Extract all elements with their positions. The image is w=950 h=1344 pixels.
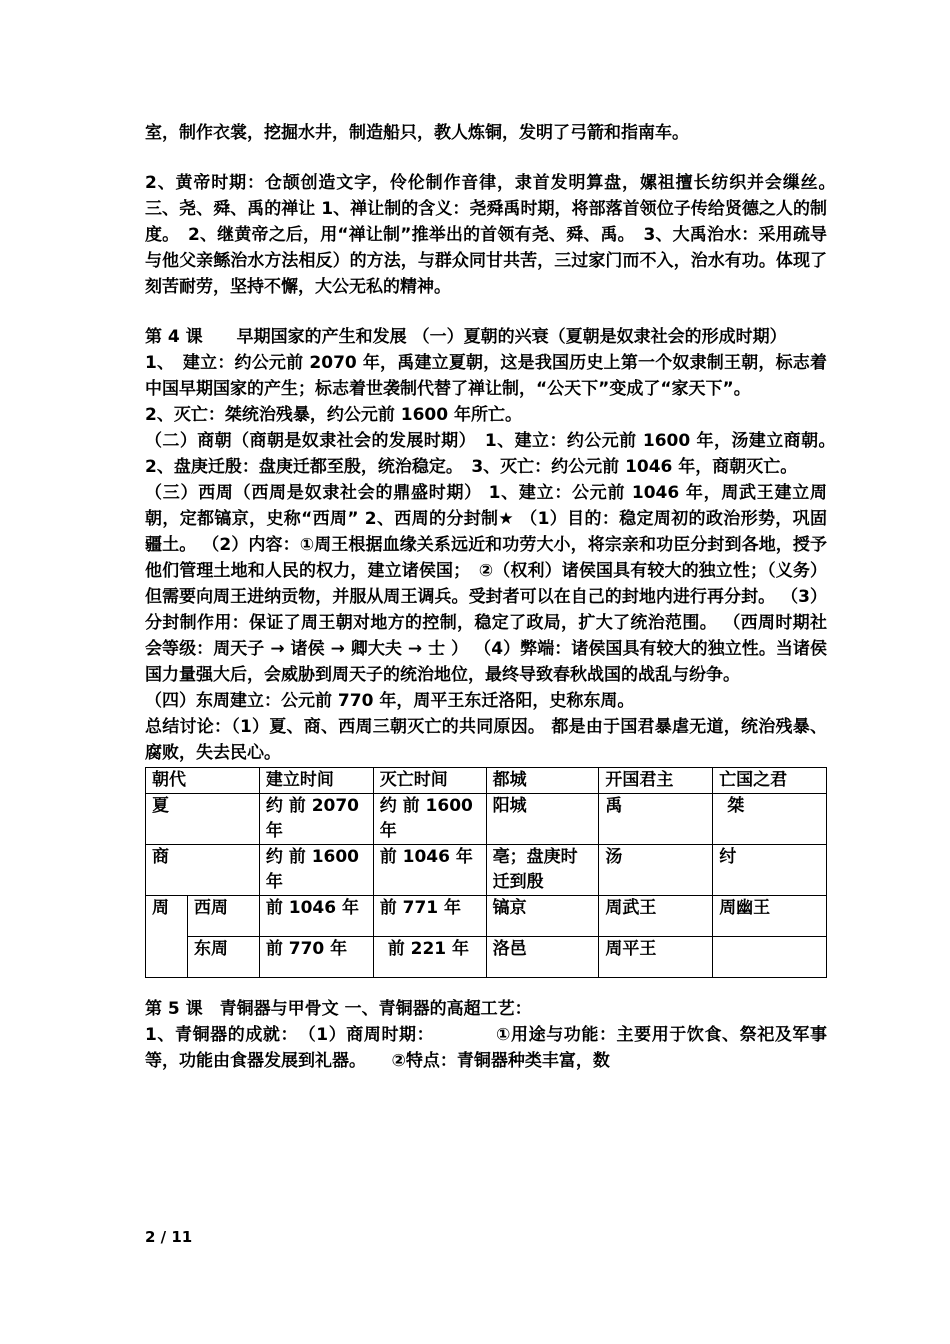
- table-cell: 约 前 2070 年: [259, 794, 373, 845]
- table-cell: 周武王: [599, 896, 713, 937]
- table-cell: 约 前 1600 年: [373, 794, 486, 845]
- header-cell: 建立时间: [259, 768, 373, 794]
- table-cell: 前 221 年: [373, 937, 486, 978]
- table-row: [146, 937, 827, 978]
- table-cell: 周平王: [599, 937, 713, 978]
- table-cell: 汤: [599, 845, 713, 896]
- table-cell: 东周: [187, 937, 259, 978]
- paragraph: 2、灭亡：桀统治残暴，约公元前 1600 年所亡。: [145, 405, 522, 425]
- table-cell: 前 770 年: [259, 937, 373, 978]
- table-cell: 周幽王: [713, 896, 827, 937]
- table-cell: 禹: [599, 794, 713, 845]
- table-row: [146, 896, 827, 937]
- table-cell: 桀: [713, 794, 827, 845]
- paragraph: 1、 建立：约公元前 2070 年，禹建立夏朝，这是我国历史上第一个奴隶制王朝，标志着中国早期国家的产生；标志着世袭制代替了禅让制，“公天下”变成了“家天下”。: [145, 353, 827, 399]
- table-cell: 约 前 1600 年: [259, 845, 373, 896]
- table-cell: 纣: [713, 845, 827, 896]
- lesson-5-heading: 第 5 课 青铜器与甲骨文 一、青铜器的高超工艺：: [145, 999, 532, 1019]
- paragraph: （二）商朝（商朝是奴隶社会的发展时期） 1、建立：约公元前 1600 年，汤建立商朝。 2、盘庚迁殷：盘庚迁都至殷，统治稳定。 3、灭亡：约公元前 1046 年，商朝灭亡。: [145, 431, 844, 477]
- header-cell: 朝代: [146, 768, 260, 794]
- paragraph: 2、黄帝时期：仓颉创造文字，伶伦制作音律，隶首发明算盘，嫘祖擅长纺织并会缫丝。 三、尧、舜、禹的禅让 1、禅让制的含义：尧舜禹时期，将部落首领位子传给贤德之人的制度。 2、继黄帝之后，用“禅让制”推举出的首领有尧、舜、禹。 3、大禹治水：采用疏导与他父亲鲧治水方法相反）的方法，与群众同甘共苦，三过家门而不入，治水有功。体现了刻苦耐劳，坚持不懈，大公无私的精神。: [145, 173, 861, 297]
- paragraph: （四）东周建立：公元前 770 年，周平王东迁洛阳，史称东周。: [145, 691, 635, 711]
- table-cell: 夏: [146, 794, 260, 845]
- dynasty-table: [145, 767, 827, 978]
- table-cell: 周: [146, 896, 188, 978]
- table-cell: 阳城: [486, 794, 599, 845]
- document-body: [145, 120, 861, 1074]
- table-cell: 亳；盘庚时迁到殷: [486, 845, 599, 896]
- table-row: [146, 845, 827, 896]
- table-cell: 西周: [187, 896, 259, 937]
- table-cell: [713, 937, 827, 978]
- table-cell: 前 1046 年: [373, 845, 486, 896]
- table-cell: 前 1046 年: [259, 896, 373, 937]
- paragraph: （三）西周（西周是奴隶社会的鼎盛时期） 1、建立：公元前 1046 年，周武王建立周朝，定都镐京，史称“西周” 2、西周的分封制★ （1）目的：稳定周初的政治形势，巩固疆土。 （2）内容：①周王根据血缘关系远近和功劳大小，将宗亲和功臣分封到各地，授予他们管理土地和人民的权力，建立诸侯国； ②（权利）诸侯国具有较大的独立性；（义务）但需要向周王进纳贡物，并服从周王调兵。受封者可以在自己的封地内进行再分封。 （3）分封制作用：保证了周王朝对地方的控制，稳定了政局，扩大了统治范围。 （西周时期社会等级：周天子 → 诸侯 → 卿大夫 → 士 ） （4）弊端：诸侯国具有较大的独立性。当诸侯国力量强大后，会威胁到周天子的统治地位，最终导致春秋战国的战乱与纷争。: [145, 483, 827, 685]
- header-cell: 开国君主: [599, 768, 713, 794]
- paragraph: 1、青铜器的成就： （1）商周时期： ①用途与功能：主要用于饮食、祭祀及军事等，功能由食器发展到礼器。 ②特点：青铜器种类丰富，数: [145, 1025, 827, 1071]
- paragraph: 总结讨论：（1）夏、商、西周三朝灭亡的共同原因。 都是由于国君暴虐无道，统治残暴、腐败，失去民心。: [145, 717, 827, 763]
- table-cell: 商: [146, 845, 260, 896]
- page-number: 2 / 11: [145, 1228, 193, 1246]
- paragraph: 室，制作衣裳，挖掘水井，制造船只，教人炼铜，发明了弓箭和指南车。: [145, 123, 689, 143]
- lesson-4-heading: 第 4 课 早期国家的产生和发展 （一）夏朝的兴衰（夏朝是奴隶社会的形成时期）: [145, 327, 787, 347]
- table-row: [146, 794, 827, 845]
- header-cell: 亡国之君: [713, 768, 827, 794]
- table-header-row: [146, 768, 827, 794]
- header-cell: 都城: [486, 768, 599, 794]
- header-cell: 灭亡时间: [373, 768, 486, 794]
- table-cell: 前 771 年: [373, 896, 486, 937]
- table-cell: 镐京: [486, 896, 599, 937]
- table-cell: 洛邑: [486, 937, 599, 978]
